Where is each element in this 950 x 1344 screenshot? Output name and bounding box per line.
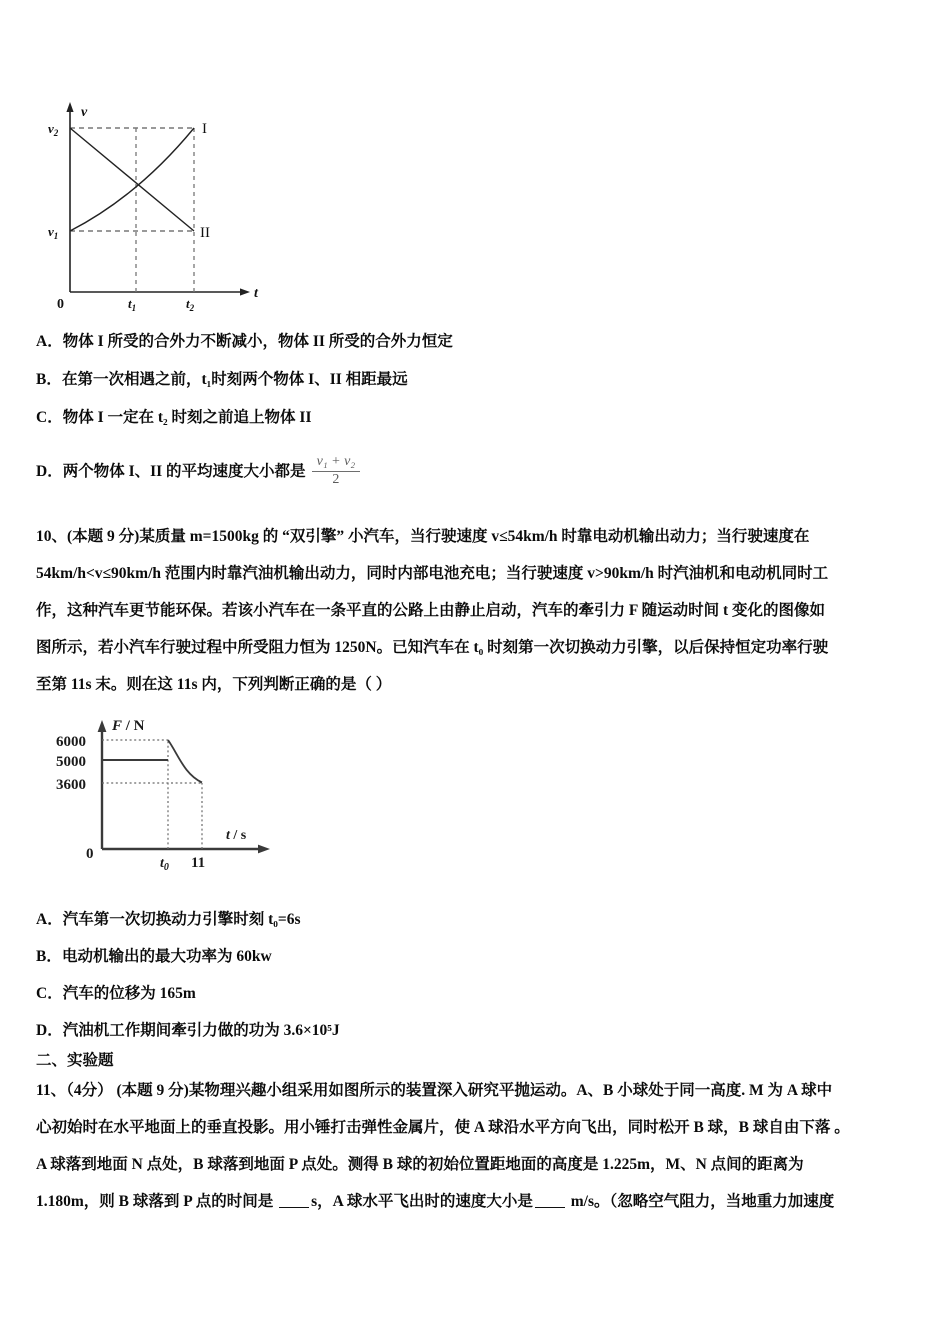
q11-answer-mid2: m/s。（忽略空气阻力，当地重力加速度	[566, 1193, 835, 1210]
q9-option-d-label: D．	[36, 462, 63, 480]
fraction-numerator: v₁ + v₂	[312, 455, 361, 472]
q11-stem-line-3: A 球落到地面 N 点处，B 球落到地面 P 点处。测得 B 球的初始位置距地面的高度是 1.225m，M、N 点间的距离为	[36, 1156, 804, 1173]
q10-option-b-text: 电动机输出的最大功率为 60kw	[62, 948, 272, 965]
curve-II	[70, 128, 194, 231]
y-tick-v1: $v_1$	[48, 224, 59, 241]
q10-option-d-text: 汽油机工作期间牽引力做的功为 3.6×10⁵J	[62, 1022, 340, 1039]
fraction-denominator: 2	[332, 471, 340, 487]
q9-option-a-label: A．	[36, 333, 63, 350]
decay-curve	[168, 740, 202, 783]
x-axis-label: t	[254, 286, 258, 301]
y-axis-label: F / N	[112, 718, 145, 734]
y-tick-5000: 5000	[56, 754, 86, 770]
y-axis-arrow	[66, 102, 73, 112]
q10-option-c	[36, 986, 916, 1002]
q10-option-d-label: D．	[36, 1022, 63, 1039]
x-tick-11: 11	[191, 855, 206, 871]
q10-stem-line-1: 10、(本题 9 分)某质量 m=1500kg 的 “双引擎” 小汽车，当行驶速度 v≤54km/h 时靠电动机输出动力；当行驶速度在	[36, 528, 810, 545]
q9-option-b	[36, 372, 916, 388]
q9-option-d-text: 两个物体 I、II 的平均速度大小都是	[62, 462, 306, 480]
q10-option-b	[36, 949, 916, 965]
q10-option-c-label: C．	[36, 985, 63, 1002]
curve-label-II: II	[200, 225, 210, 241]
origin-label: 0	[86, 846, 94, 862]
q10-stem	[36, 518, 920, 703]
origin-label: 0	[57, 297, 64, 312]
q11-stem-line-4	[36, 1183, 920, 1220]
q10-option-a-text: 汽车第一次切换动力引擎时刻 t₀=6s	[62, 911, 301, 928]
q10-stem-line-5: 至第 11s 末。则在这 11s 内，下列判断正确的是（ ）	[36, 676, 392, 693]
y-tick-3600: 3600	[56, 777, 86, 793]
x-axis-arrow	[258, 845, 270, 854]
answer-blank-time[interactable]	[279, 1194, 309, 1208]
force-time-svg	[50, 712, 310, 877]
q9-option-c-label: C．	[36, 409, 63, 426]
q9-option-d	[36, 456, 916, 488]
y-tick-v2: $v_2$	[48, 121, 59, 138]
q9-option-c-text: 物体 I 一定在 t₂ 时刻之前追上物体 II	[62, 409, 312, 426]
x-axis-label: t / s	[226, 828, 247, 843]
q11-stem	[36, 1072, 920, 1220]
q10-option-c-text: 汽车的位移为 165m	[62, 985, 196, 1002]
q11-answer-prefix: 1.180m，则 B 球落到 P 点的时间是	[36, 1193, 278, 1210]
q9-option-a-text: 物体 I 所受的合外力不断减小，物体 II 所受的合外力恒定	[62, 333, 453, 350]
velocity-time-svg	[48, 96, 288, 313]
y-axis-label: v	[81, 105, 88, 120]
section-2-heading: 二、实验题	[36, 1052, 114, 1069]
q9-option-b-text: 在第一次相遇之前，t₁时刻两个物体 I、II 相距最远	[62, 371, 408, 388]
q9-option-a	[36, 334, 916, 350]
curve-label-I: I	[202, 121, 207, 137]
q9-option-b-label: B．	[36, 371, 62, 388]
force-time-figure	[50, 712, 310, 877]
velocity-time-figure	[48, 96, 288, 313]
q10-stem-line-3: 作，这种汽车更节能环保。若该小汽车在一条平直的公路上由静止启动，汽车的牽引力 F 随运动时间 t 变化的图像如	[36, 602, 826, 619]
q10-stem-line-4: 图所示，若小汽车行驶过程中所受阻力恒为 1250N。已知汽车在 t₀ 时刻第一次切换动力引擎，以后保持恒定功率行驶	[36, 639, 829, 656]
q11-stem-line-1: 11、（4分） (本题 9 分)某物理兴趣小组采用如图所示的装置深入研究平抛运动。A、B 小球处于同一高度. M 为 A 球中	[36, 1082, 833, 1099]
q10-option-a	[36, 912, 916, 928]
x-axis-arrow	[240, 288, 250, 295]
x-tick-t1: $t_1$	[128, 296, 137, 313]
q11-stem-line-2: 心初始时在水平地面上的垂直投影。用小锤打击弹性金属片，使 A 球沿水平方向飞出，同时松开 B 球，B 球自由下落 。	[36, 1119, 850, 1136]
x-tick-t2: $t_2$	[186, 296, 195, 313]
q10-stem-line-2: 54km/h<v≤90km/h 范围内时靠汽油机输出动力，同时内部电池充电；当行驶速度 v>90km/h 时汽油机和电动机同时工	[36, 565, 829, 582]
average-velocity-fraction	[312, 455, 361, 487]
y-axis-arrow	[98, 720, 107, 732]
q9-option-c	[36, 410, 916, 426]
q10-option-b-label: B．	[36, 948, 62, 965]
y-tick-6000: 6000	[56, 734, 86, 750]
answer-blank-velocity[interactable]	[535, 1194, 565, 1208]
q10-option-d	[36, 1023, 916, 1039]
q10-option-a-label: A．	[36, 911, 63, 928]
q11-answer-mid1: s，A 球水平飞出时的速度大小是	[311, 1193, 533, 1210]
x-tick-t0: $t_0$	[160, 856, 169, 873]
